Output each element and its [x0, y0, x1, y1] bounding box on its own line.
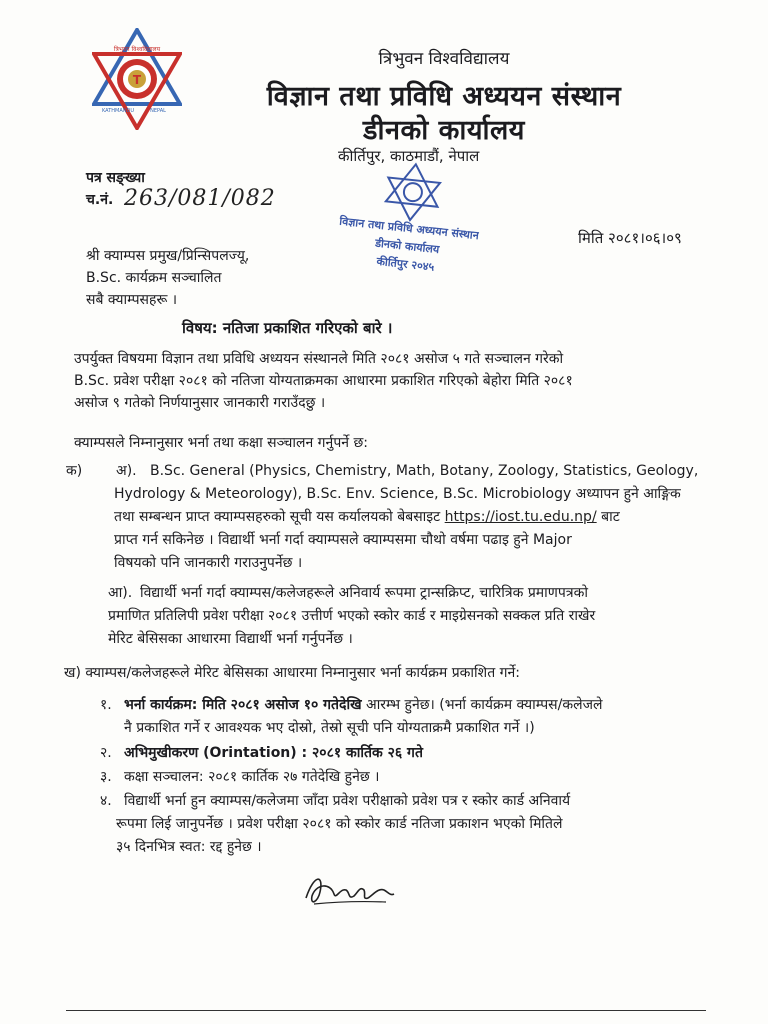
reference-number-value: 263/081/082 — [124, 186, 276, 211]
section-ka-marker: क) — [66, 463, 83, 479]
section-ka-a-line-3-text: तथा सम्बन्धन प्राप्त क्याम्पसहरुको सूची यस कर्यालयको बेबसाइट — [114, 509, 441, 525]
addressee-line-3: सबै क्याम्पसहरू । — [86, 292, 178, 308]
office-name: डीनको कार्यालय — [363, 115, 525, 146]
section-kha-heading: ख) क्याम्पस/कलेजहरूले मेरिट बेसिसका आधारमा निम्नानुसार भर्ना कार्यक्रम प्रकाशित गर्ने: — [64, 665, 521, 681]
section-ka-aa-line-3: मेरिट बेसिसका आधारमा विद्यार्थी भर्ना गर्नुपर्नेछ । — [108, 631, 353, 647]
campus-note: क्याम्पसले निम्नानुसार भर्ना तथा कक्षा सञ्चालन गर्नुपर्ने छ: — [74, 435, 369, 451]
kha-item-4-line-3: ३५ दिनभित्र स्वत: रद्द हुनेछ । — [116, 839, 262, 855]
letter-date: मिति २०८१।०६।०९ — [578, 229, 682, 247]
logo-bottom-right: NEPAL — [150, 108, 166, 114]
office-address: कीर्तिपुर, काठमाडौं, नेपाल — [338, 147, 480, 165]
kha-item-4-number: ४. — [100, 793, 112, 809]
logo-top-text: त्रिभुवन विश्वविद्यालय — [113, 46, 161, 53]
kha-item-4-line-2: रूपमा लिई जानुपर्नेछ । प्रवेश परीक्षा २०८१ को स्कोर कार्ड नतिजा प्रकाशन भएको मितिले — [116, 816, 563, 832]
intro-line-1: उपर्युक्त विषयमा विज्ञान तथा प्रविधि अध्ययन संस्थानले मिति २०८१ असोज ५ गते सञ्चालन गरेको — [74, 351, 564, 367]
iost-website-link[interactable]: https://iost.tu.edu.np/ — [444, 509, 597, 525]
kha-item-2-text: अभिमुखीकरण (Orintation) : २०८१ कार्तिक २६ गते — [124, 745, 423, 761]
section-ka-a-marker: अ). — [116, 463, 137, 479]
logo-bottom-left: KATHMANDU — [101, 108, 135, 114]
section-ka-a-line-5: विषयको पनि जानकारी गराउनुपर्नेछ । — [114, 555, 303, 571]
svg-text:T: T — [132, 73, 142, 87]
letter-number-label: पत्र सङ्ख्या — [86, 170, 145, 186]
subject-line: विषय: नतिजा प्रकाशित गरिएको बारे । — [182, 319, 393, 337]
dean-signature — [300, 868, 400, 914]
university-name: त्रिभुवन विश्वविद्यालय — [378, 49, 510, 69]
footer-rule — [66, 1010, 706, 1011]
section-ka-a-line-3-end: बाट — [601, 509, 620, 525]
kha-item-1-number: १. — [100, 697, 112, 713]
kha-item-4-line-1: विद्यार्थी भर्ना हुन क्याम्पस/कलेजमा जाँदा प्रवेश परीक्षाको प्रवेश पत्र र स्कोर कार्ड अनिवार्य — [124, 793, 571, 809]
kha-item-3-number: ३. — [100, 769, 112, 785]
office-stamp — [334, 153, 486, 287]
institute-name: विज्ञान तथा प्रविधि अध्ययन संस्थान — [266, 81, 622, 112]
kha-item-1-bold: भर्ना कार्यक्रम: मिति २०८१ असोज १० गतेदेखि — [124, 697, 362, 713]
section-ka-aa-line-1: विद्यार्थी भर्ना गर्दा क्याम्पस/कलेजहरूले अनिवार्य रूपमा ट्रान्सक्रिप्ट, चारित्रिक प्रमाणपत्रको — [140, 585, 588, 601]
addressee-line-2: B.Sc. कार्यक्रम सञ्चालित — [86, 270, 222, 286]
kha-item-1-rest: आरम्भ हुनेछ। (भर्ना कार्यक्रम क्याम्पस/कलेजले — [366, 697, 603, 713]
section-ka-aa-line-2: प्रमाणित प्रतिलिपी प्रवेश परीक्षा २०८१ उत्तीर्ण भएको स्कोर कार्ड र माइग्रेसनको सक्कल प्रति राखेर — [108, 608, 596, 624]
intro-line-2: B.Sc. प्रवेश परीक्षा २०८१ को नतिजा योग्यताक्रमका आधारमा प्रकाशित गरिएको बेहोरा मिति २०८१ — [74, 373, 573, 389]
stamp-line-3: कीर्तिपुर २०४५ — [375, 254, 435, 274]
intro-line-3: असोज ९ गतेको निर्णयानुसार जानकारी गराउँदछु । — [74, 395, 326, 411]
kha-item-2-number: २. — [100, 745, 112, 761]
addressee-line-1: श्री क्याम्पस प्रमुख/प्रिन्सिपलज्यू, — [86, 248, 250, 264]
section-ka-aa-marker: आ). — [108, 585, 133, 601]
reference-number-label: च.नं. — [86, 192, 114, 208]
stamp-line-2: डीनको कार्यालय — [374, 236, 440, 257]
kha-item-3-text: कक्षा सञ्चालन: २०८१ कार्तिक २७ गतेदेखि हुनेछ । — [124, 769, 380, 785]
section-ka-a-line-1: B.Sc. General (Physics, Chemistry, Math, Botany, Zoology, Statistics, Geology, — [150, 463, 699, 479]
kha-item-1-line-1 — [124, 694, 602, 716]
kha-item-1-line-2: नै प्रकाशित गर्ने र आवश्यक भए दोस्रो, तेस्रो सूची पनि योग्यताक्रमै प्रकाशित गर्ने ।) — [124, 720, 535, 736]
section-ka-a-line-2: Hydrology & Meteorology), B.Sc. Env. Science, B.Sc. Microbiology अध्यापन हुने आङ्गिक — [114, 486, 681, 502]
stamp-line-1: विज्ञान तथा प्रविधि अध्ययन संस्थान — [338, 214, 480, 243]
section-ka-a-line-3 — [114, 506, 620, 528]
section-ka-a-line-4: प्राप्त गर्न सकिनेछ । विद्यार्थी भर्ना गर्दा क्याम्पसले क्याम्पसमा चौथो वर्षमा पढाइ हुने Major — [114, 532, 572, 548]
